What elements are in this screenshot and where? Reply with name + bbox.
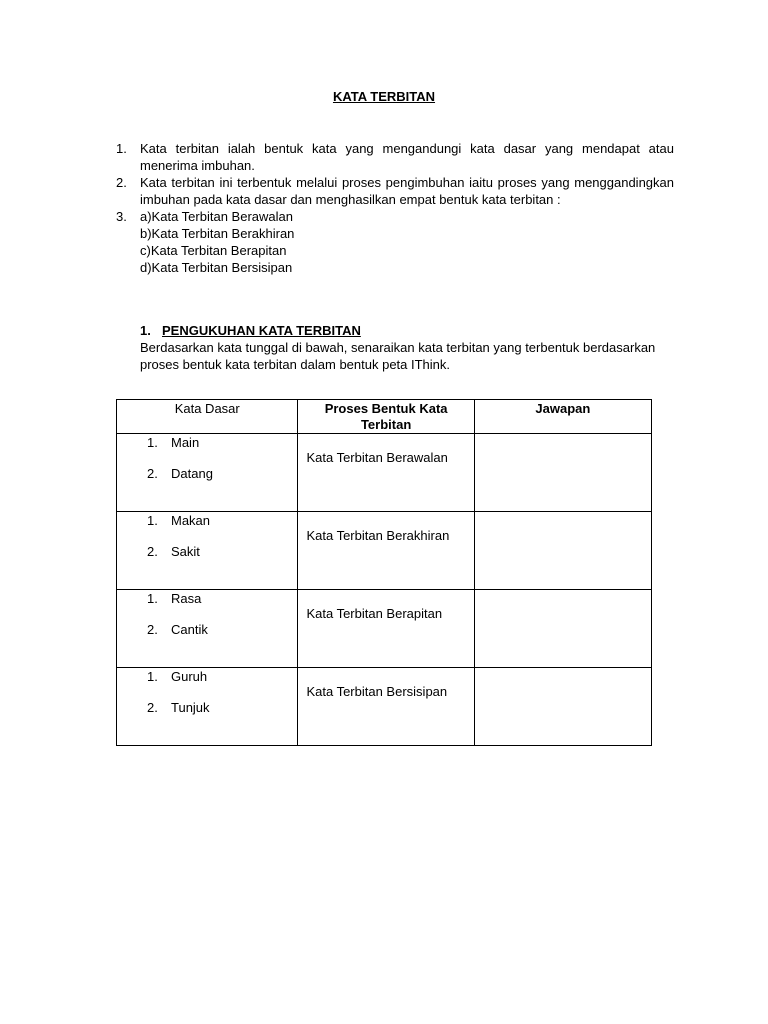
process-cell: Kata Terbitan Berapitan <box>298 590 474 668</box>
exercise-section <box>140 322 660 373</box>
column-header-kata-dasar: Kata Dasar <box>117 400 298 434</box>
derivative-type-item: b)Kata Terbitan Berakhiran <box>140 226 295 241</box>
root-word-text: Main <box>171 435 200 450</box>
root-word <box>147 544 297 575</box>
root-word <box>147 622 297 653</box>
table-row <box>117 512 652 590</box>
root-word <box>147 466 297 497</box>
intro-item <box>116 208 674 276</box>
page-title: KATA TERBITAN <box>332 89 436 104</box>
root-word <box>147 435 297 466</box>
root-word-number: 1. <box>147 591 158 606</box>
section-instruction: Berdasarkan kata tunggal di bawah, senaraikan kata terbitan yang terbentuk berdasarkan proses bentuk kata terbitan dalam bentuk peta IThink. <box>140 340 656 372</box>
section-title: PENGUKUHAN KATA TERBITAN <box>162 323 361 338</box>
root-word-text: Datang <box>171 466 213 481</box>
table-row <box>117 590 652 668</box>
table-row <box>117 434 652 512</box>
section-heading <box>140 322 660 339</box>
root-word-text: Rasa <box>171 591 202 606</box>
root-word-text: Guruh <box>171 669 208 684</box>
root-word-number: 2. <box>147 700 158 715</box>
answer-cell[interactable] <box>474 590 651 668</box>
root-word-number: 2. <box>147 622 158 637</box>
derivative-type-item: d)Kata Terbitan Bersisipan <box>140 260 293 275</box>
intro-item-text: Kata terbitan ini terbentuk melalui proses pengimbuhan iaitu proses yang menggandingkan imbuhan pada kata dasar dan menghasilkan empat bentuk kata terbitan : <box>140 175 674 207</box>
root-word-number: 1. <box>147 669 158 684</box>
root-word-text: Tunjuk <box>171 700 210 715</box>
intro-item-number: 3. <box>116 209 127 224</box>
intro-item <box>116 140 674 174</box>
answer-cell[interactable] <box>474 668 651 746</box>
root-words-cell <box>117 512 298 590</box>
root-words-cell <box>117 668 298 746</box>
derivative-type-item: a)Kata Terbitan Berawalan <box>140 209 293 224</box>
root-word-number: 1. <box>147 435 158 450</box>
answer-cell[interactable] <box>474 512 651 590</box>
root-word <box>147 700 297 731</box>
process-cell: Kata Terbitan Bersisipan <box>298 668 474 746</box>
root-word <box>147 669 297 700</box>
intro-item-number: 1. <box>116 141 127 156</box>
column-header-proses: Proses Bentuk Kata Terbitan <box>298 400 474 434</box>
derivative-type-item: c)Kata Terbitan Berapitan <box>140 243 287 258</box>
table-header-row <box>117 400 652 434</box>
column-header-jawapan: Jawapan <box>474 400 651 434</box>
root-word-text: Sakit <box>171 544 200 559</box>
root-words-cell <box>117 590 298 668</box>
root-word-number: 2. <box>147 466 158 481</box>
exercise-table <box>116 399 652 746</box>
section-number: 1. <box>140 323 151 338</box>
intro-item-number: 2. <box>116 175 127 190</box>
root-word-text: Cantik <box>171 622 208 637</box>
root-word <box>147 513 297 544</box>
intro-item <box>116 174 674 208</box>
table-row <box>117 668 652 746</box>
intro-list <box>116 140 674 276</box>
intro-item-text: Kata terbitan ialah bentuk kata yang mengandungi kata dasar yang mendapat atau menerima imbuhan. <box>140 141 674 173</box>
root-word-number: 2. <box>147 544 158 559</box>
derivative-types-list <box>140 208 674 276</box>
root-word-text: Makan <box>171 513 211 528</box>
process-cell: Kata Terbitan Berakhiran <box>298 512 474 590</box>
process-cell: Kata Terbitan Berawalan <box>298 434 474 512</box>
root-word <box>147 591 297 622</box>
answer-cell[interactable] <box>474 434 651 512</box>
root-word-number: 1. <box>147 513 158 528</box>
root-words-cell <box>117 434 298 512</box>
